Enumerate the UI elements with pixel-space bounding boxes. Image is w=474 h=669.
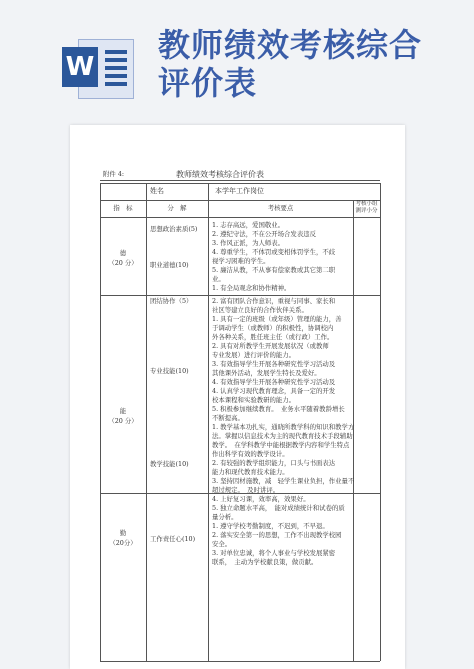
table-line [100,295,380,296]
key-point-line: 3. 有效指导学生开展各种研究性学习活动及 [212,360,336,368]
key-point-line: 4. 尊重学生，不体罚或变相体罚学生，不歧 [212,248,336,256]
key-point-line: 法。掌握以信息技术为主的现代教育技术手段辅助 [212,432,353,440]
column-header-index: 指 标 [113,204,133,212]
key-point-line: 专业发展）进行评价的能力。 [212,351,296,359]
key-point-line: 1. 有全局观念和协作精神。 [212,284,291,292]
attachment-label: 附件 4: [103,170,125,178]
category-de: 德 [119,249,127,257]
key-point-line: 2. 具有对所教学生开展发展状况（或教师 [212,342,329,350]
key-point-line: 不断提高。 [212,414,244,422]
post-label: 本学年工作岗位 [215,187,264,195]
key-point-line: 3. 对单位忠诚，将个人事业与学校发展紧密 [212,549,336,557]
column-header-score: 考核小组测评小分 [355,201,378,214]
table-line [100,661,380,662]
sub-item-zhuanye: 专业技能(10) [150,367,189,375]
key-point-line: 作出科学有效的教学设计。 [212,450,289,458]
key-point-line: 视学习困难的学生。 [212,257,270,265]
key-point-line: 2. 遵纪守法，不在公开场合发表违反 [212,230,316,238]
key-point-line: 业。 [212,275,225,283]
key-point-line: 5. 积极参加继续教育。 业务水平随着教龄增长 [212,405,345,413]
category-qin: 勤 [119,529,127,537]
sub-item-gongzuo: 工作责任心(10) [150,535,196,543]
key-point-line: 4. 有效指导学生开展各种研究性学习活动及 [212,378,336,386]
table-line [100,180,380,181]
sub-item-tuanjie: 团结协作（5） [150,297,193,305]
key-point-line: 3. 作风正派，为人师表。 [212,239,285,247]
key-point-line: 安全。 [212,540,232,548]
table-line [100,183,380,184]
key-point-line: 1. 教学基本功扎实，通晓所教学科的知识和教学方 [212,423,355,431]
title-line-2: 评价表 [158,64,258,102]
table-line [100,200,380,201]
key-point-line: 量分析。 [212,513,238,521]
category-neng-score: （20 分） [108,417,138,425]
column-header-points: 考核要点 [267,204,294,212]
key-point-line: 2. 富有团队合作意识，重视与同事、家长和 [212,297,336,305]
table-line [208,183,209,661]
key-point-line: 5. 独立命题水平高， 能对成绩统计和试卷的质 [212,504,345,512]
key-point-line: 5. 廉洁从教，不从事有偿家教或其它第二职 [212,266,336,274]
key-point-line: 2. 有较强的教学组织能力，口头与书面表达 [212,459,336,467]
key-point-line: 其他课外活动，发展学生特长及爱好。 [212,369,321,377]
title-line-1: 教师绩效考核综合 [158,26,423,64]
key-point-line: 4. 上好复习课，效率高，效果好。 [212,495,310,503]
key-point-line: 超过规定。 及时讲评。 [212,486,280,494]
key-point-line: 社区等建立良好的合作伙伴关系。 [212,306,308,314]
word-letter: W [62,47,98,87]
table-title: 教师绩效考核综合评价表 [176,170,264,179]
key-point-line: 教学。 在学科教学中能根据教学内容和学生特点 [212,441,350,449]
key-point-line: 4. 认真学习现代教育理念，具备一定的开发 [212,387,336,395]
sub-item-zhengzhi: 思想政治素质(5) [150,225,198,233]
document-page [70,125,405,669]
category-qin-score: （20分） [109,539,137,547]
key-point-line: 1. 志存高远，爱国敬业。 [212,221,285,229]
key-point-line: 联系， 主动为学校献良策，做贡献。 [212,558,318,566]
word-icon [62,35,134,101]
table-line [100,217,380,218]
table-line [146,183,147,661]
page-title [158,26,422,102]
category-de-score: （20 分） [108,259,138,267]
sub-item-jiaoxue: 教学技能(10) [150,460,189,468]
key-point-line: 3. 坚持因材施教，减 轻学生课业负担，作业量不 [212,477,355,485]
key-point-line: 能力和现代教育技术能力。 [212,468,289,476]
table-line [380,183,381,661]
key-point-line: 于调动学生（或教师）的积极性，协调校内 [212,324,334,332]
column-header-breakdown: 分 解 [167,204,187,212]
category-neng: 能 [119,407,127,415]
key-point-line: 外各种关系，胜任班主任（或行政）工作。 [212,333,334,341]
key-point-line: 1. 遵守学校考勤制度，不迟到，不早退。 [212,522,329,530]
sub-item-zhiye: 职业道德(10) [150,261,189,269]
key-point-line: 校本课程和实验教研的能力。 [212,396,296,404]
name-label: 姓名 [150,187,164,195]
key-point-line: 2. 落实安全第一的思想，工作不出现教学校园 [212,531,342,539]
key-point-line: 1. 具有一定的班级（或年级）管理的能力，善 [212,315,342,323]
